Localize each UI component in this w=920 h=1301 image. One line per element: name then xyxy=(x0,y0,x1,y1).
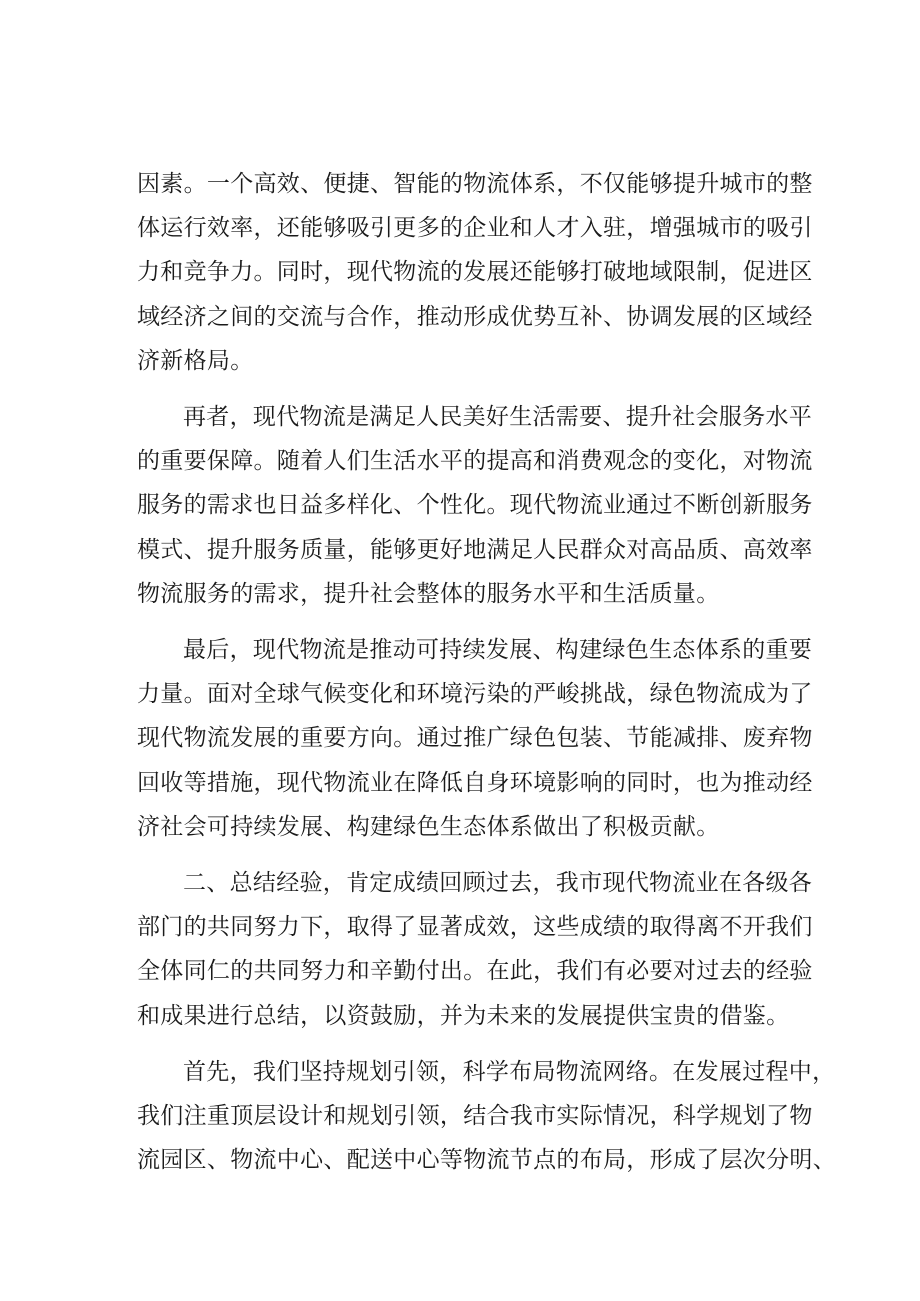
text-line: 再者，现代物流是满足人民美好生活需要、提升社会服务水平 xyxy=(183,404,813,431)
text-line: 的重要保障。随着人们生活水平的提高和消费观念的变化，对物流 xyxy=(137,448,813,475)
document-body xyxy=(137,162,836,1194)
text-line: 力量。面对全球气候变化和环境污染的严峻挑战，绿色物流成为了 xyxy=(137,681,813,708)
text-line: 全体同仁的共同努力和辛勤付出。在此，我们有必要对过去的经验 xyxy=(137,958,813,985)
text-line: 模式、提升服务质量，能够更好地满足人民群众对高品质、高效率 xyxy=(137,536,813,563)
text-line: 力和竞争力。同时，现代物流的发展还能够打破地域限制，促进区 xyxy=(137,259,813,286)
paragraph xyxy=(137,628,813,849)
paragraph xyxy=(137,1050,836,1183)
text-line: 体运行效率，还能够吸引更多的企业和人才入驻，增强城市的吸引 xyxy=(137,215,813,242)
paragraph xyxy=(137,861,813,1038)
text-line: 服务的需求也日益多样化、个性化。现代物流业通过不断创新服务 xyxy=(137,492,813,519)
text-line: 首先，我们坚持规划引领，科学布局物流网络。在发展过程中， xyxy=(183,1058,836,1085)
paragraph xyxy=(137,395,813,616)
text-line: 二、总结经验，肯定成绩回顾过去，我市现代物流业在各级各 xyxy=(183,870,813,897)
text-line: 部门的共同努力下，取得了显著成效，这些成绩的取得离不开我们 xyxy=(137,914,813,941)
text-line: 和成果进行总结，以资鼓励，并为未来的发展提供宝贵的借鉴。 xyxy=(137,1002,790,1029)
text-line: 我们注重顶层设计和规划引领，结合我市实际情况，科学规划了物 xyxy=(137,1103,813,1130)
text-line: 济新格局。 xyxy=(137,347,254,374)
text-line: 现代物流发展的重要方向。通过推广绿色包装、节能减排、废弃物 xyxy=(137,725,813,752)
text-line: 回收等措施，现代物流业在降低自身环境影响的同时，也为推动经 xyxy=(137,769,813,796)
text-line: 物流服务的需求，提升社会整体的服务水平和生活质量。 xyxy=(137,580,720,607)
text-line: 域经济之间的交流与合作，推动形成优势互补、协调发展的区域经 xyxy=(137,303,813,330)
paragraph xyxy=(137,162,813,383)
text-line: 济社会可持续发展、构建绿色生态体系做出了积极贡献。 xyxy=(137,813,720,840)
text-line: 流园区、物流中心、配送中心等物流节点的布局，形成了层次分明、 xyxy=(137,1147,836,1174)
text-line: 最后，现代物流是推动可持续发展、构建绿色生态体系的重要 xyxy=(183,637,813,664)
text-line: 因素。一个高效、便捷、智能的物流体系，不仅能够提升城市的整 xyxy=(137,171,813,197)
